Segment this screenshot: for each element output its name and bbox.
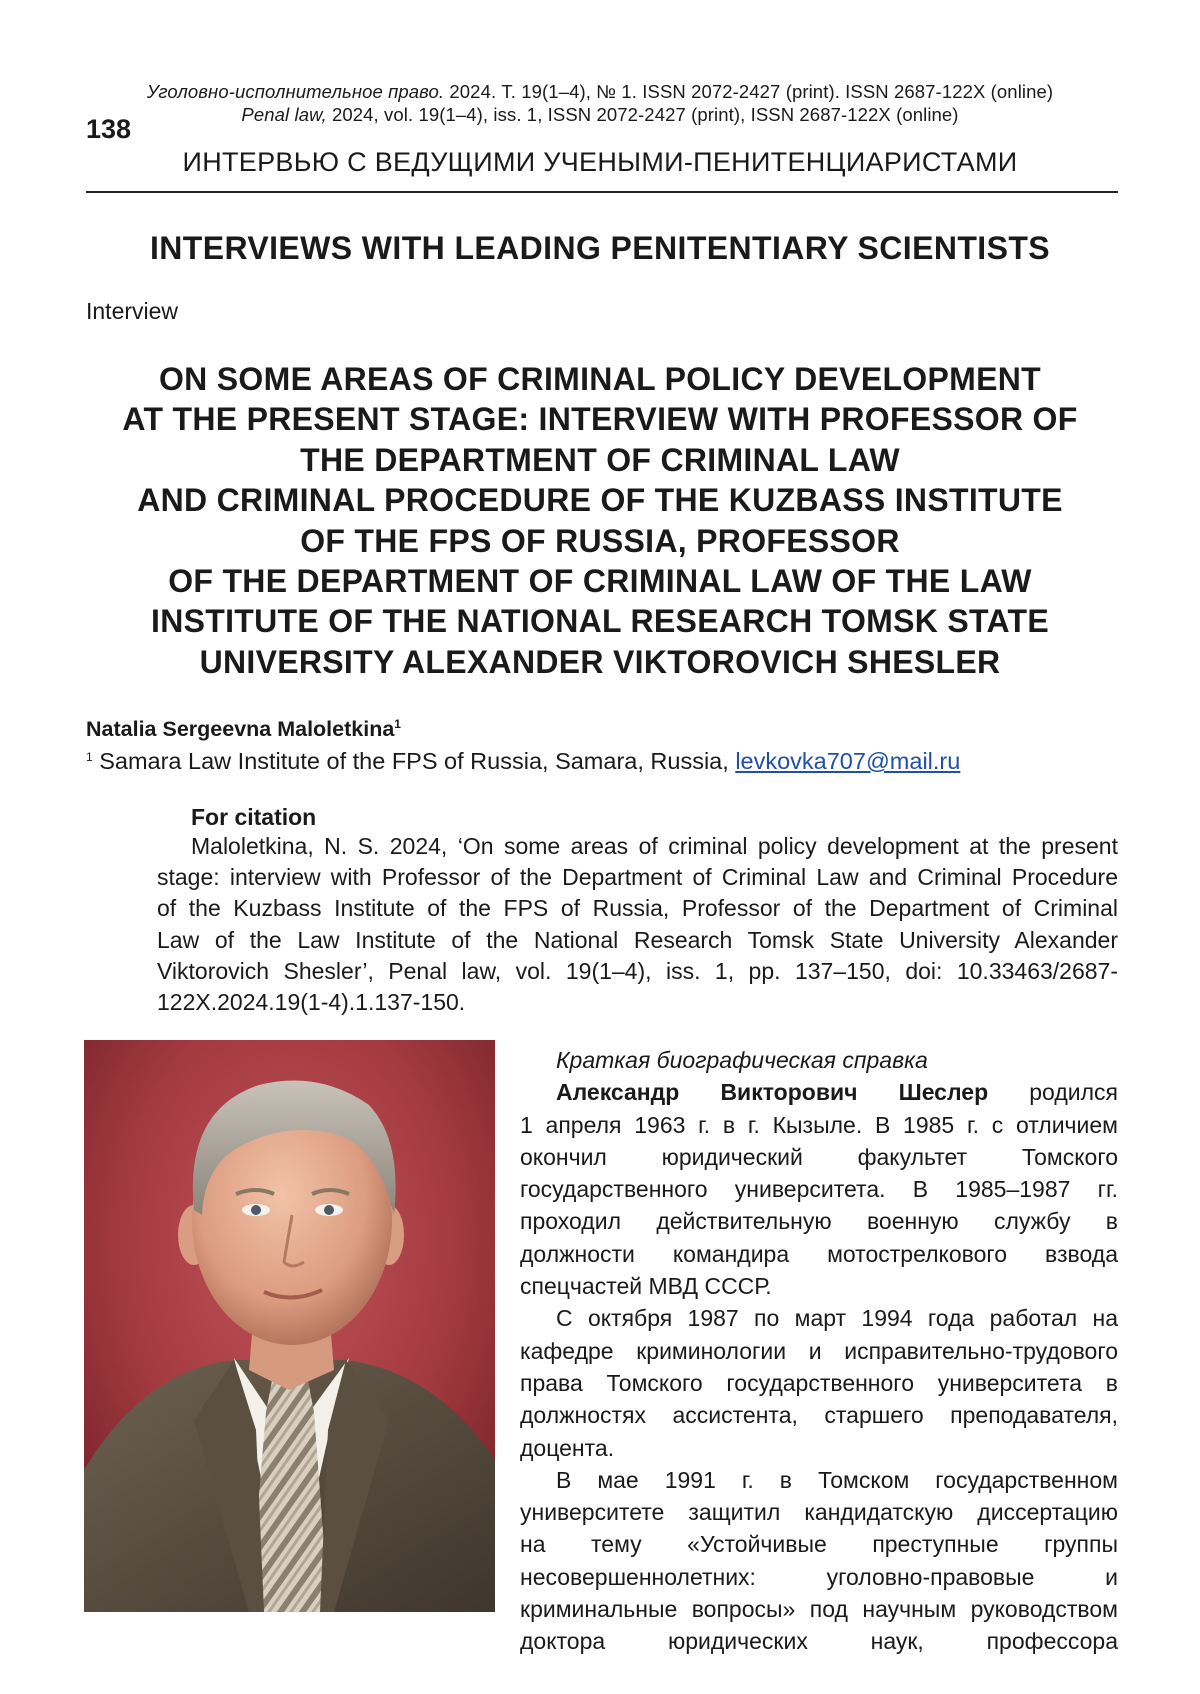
bio-line: С октября 1987 по март 1994 года работал на [556, 1305, 1118, 1332]
article-type: Interview [86, 298, 179, 324]
citation-line: of the Kuzbass Institute of the FPS of Russia, Professor of the Department of Criminal [157, 895, 1118, 922]
title-line: OF THE DEPARTMENT OF CRIMINAL LAW OF THE LAW [168, 563, 1032, 600]
bio-line: проходил действительную военную службу в [520, 1208, 1118, 1235]
bio-line: должности командира мотострелкового взвода [520, 1240, 1118, 1267]
bio-person-name: Александр Викторович Шеслер [556, 1079, 989, 1106]
citation-line: Maloletkina, N. S. 2024, ‘On some areas of criminal policy development at the present [191, 833, 1118, 859]
citation-text [157, 831, 1118, 1018]
bio-line: на тему «Устойчивые преступные группы [520, 1531, 1118, 1558]
author-sup: 1 [394, 717, 401, 731]
bio-line: несовершеннолетних: уголовно-правовые и [520, 1563, 1118, 1590]
journal-meta-ru: 2024. Т. 19(1–4), № 1. ISSN 2072-2427 (print). ISSN 2687-122X (online) [444, 81, 1054, 102]
bio-line: государственного университета. В 1985–1987 гг. [520, 1176, 1118, 1203]
bio-line: права Томского государственного университета в [520, 1369, 1118, 1396]
journal-meta-en: 2024, vol. 19(1–4), iss. 1, ISSN 2072-2427 (print), ISSN 2687-122X (online) [326, 104, 959, 125]
citation-line: 122X.2024.19(1-4).1.137-150. [157, 989, 466, 1016]
author-name [86, 711, 401, 742]
bio-line: В мае 1991 г. в Томском государственном [556, 1466, 1118, 1493]
bio-line: университете защитил кандидатскую диссертацию [520, 1499, 1118, 1526]
bio-line: кафедре криминологии и исправительно-трудового [520, 1337, 1118, 1364]
title-line: AND CRIMINAL PROCEDURE OF THE KUZBASS INSTITUTE [137, 482, 1063, 519]
bio-line: 1 апреля 1963 г. в г. Кызыле. В 1985 г. с отличием [520, 1111, 1118, 1138]
title-line: INSTITUTE OF THE NATIONAL RESEARCH TOMSK STATE [151, 603, 1049, 640]
affiliation-sup: 1 [86, 750, 93, 764]
journal-title-en: Penal law, [241, 104, 327, 125]
bio-line: окончил юридический факультет Томского [520, 1143, 1118, 1170]
bio-line: Александр Викторович Шеслер родился [556, 1079, 1118, 1106]
title-line: ON SOME AREAS OF CRIMINAL POLICY DEVELOPMENT [158, 361, 1041, 397]
header-divider [86, 191, 1118, 193]
biography-section [520, 1044, 1118, 1658]
section-title-en: INTERVIEWS WITH LEADING PENITENTIARY SCIENTISTS [149, 230, 1051, 266]
journal-title-ru: Уголовно-исполнительное право. [146, 81, 445, 102]
affiliation-text: Samara Law Institute of the FPS of Russia, Samara, Russia, [92, 748, 736, 774]
biography-heading: Краткая биографическая справка [556, 1047, 928, 1073]
portrait-photo [84, 1040, 495, 1612]
author-name-text: Natalia Sergeevna Maloletkina [86, 717, 395, 741]
citation-line: Law of the Law Institute of the National Research Tomsk State University Alexander [157, 926, 1118, 953]
bio-line: криминальные вопросы» под научным руководством [520, 1596, 1118, 1623]
title-line: UNIVERSITY ALEXANDER VIKTOROVICH SHESLER [199, 643, 1001, 680]
title-line: THE DEPARTMENT OF CRIMINAL LAW [300, 441, 900, 478]
author-affiliation [86, 742, 960, 776]
bio-line: доцента. [520, 1434, 615, 1461]
section-title-ru: ИНТЕРВЬЮ С ВЕДУЩИМИ УЧЕНЫМИ-ПЕНИТЕНЦИАРИСТАМИ [182, 147, 1018, 177]
bio-line: доктора юридических наук, профессора [520, 1628, 1118, 1655]
author-email-link[interactable]: levkovka707@mail.ru [735, 748, 961, 774]
page-number: 138 [86, 114, 132, 144]
bio-line: спецчастей МВД СССР. [520, 1273, 772, 1300]
journal-header-en [0, 104, 1200, 126]
bio-line: должностях ассистента, старшего преподавателя, [520, 1402, 1118, 1429]
citation-line: stage: interview with Professor of the Department of Criminal Law and Criminal Procedure [157, 864, 1118, 891]
citation-line: Viktorovich Shesler’, Penal law, vol. 19(1–4), iss. 1, pp. 137–150, doi: 10.33463/2687- [157, 957, 1118, 984]
citation-heading: For citation [191, 804, 317, 830]
journal-header-ru [0, 81, 1200, 103]
article-title [80, 359, 1120, 682]
title-line: AT THE PRESENT STAGE: INTERVIEW WITH PROFESSOR OF [122, 401, 1078, 438]
title-line: OF THE FPS OF RUSSIA, PROFESSOR [300, 522, 900, 559]
